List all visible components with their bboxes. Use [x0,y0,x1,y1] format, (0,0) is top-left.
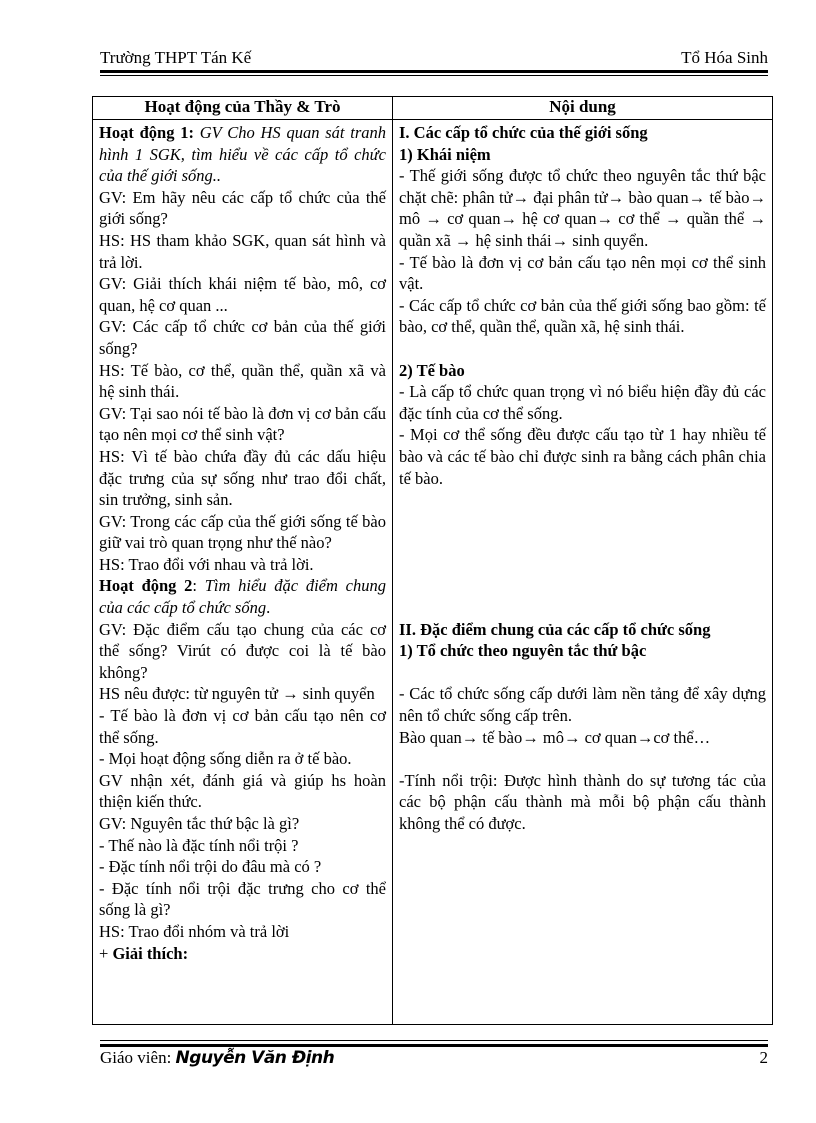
content-paragraph-text: - Mọi cơ thể sống đều được cấu tạo từ 1 hay nhiều tế bào và các tế bào chỉ được sinh ra bằng cách phân chia tế bào. [399,425,766,488]
content-paragraph-text: 2) Tế bào [399,360,465,380]
activity-paragraph [99,619,386,684]
content-paragraph [399,748,766,770]
activity-paragraph-text: GV: Em hãy nêu các cấp tổ chức của thế giới sống? [99,187,386,229]
content-paragraph-text: 1) Tổ chức theo nguyên tắc thứ bậc [399,641,647,661]
content-paragraph-text: 1) Khái niệm [399,144,491,164]
header-rule-thick [100,70,768,73]
teacher-label: Giáo viên: [100,1048,176,1067]
footer-rule-thin [100,1040,768,1041]
activity-paragraph-text: HS: Vì tế bào chứa đầy đủ các dấu hiệu đặc trưng của sự sống như trao đổi chất, sin trưởng, sinh sản. [99,446,386,510]
activity-paragraph-text: Tìm hiểu đặc điểm chung của các cấp tổ chức sống [99,576,386,618]
content-paragraph-text: - Là cấp tổ chức quan trọng vì nó biểu hiện đầy đủ các đặc tính của cơ thể sống. [399,382,766,423]
activity-paragraph-text: + [99,943,113,963]
activity-paragraph [99,446,386,511]
activity-paragraph-text: GV: Trong các cấp của thế giới sống tế bào giữ vai trò quan trọng như thế nào? [99,511,386,553]
activity-paragraph [99,360,386,403]
content-cell [393,120,773,1025]
content-paragraph [399,597,766,619]
content-paragraph [399,662,766,684]
school-name: Trường THPT Tán Kế [100,48,252,67]
content-paragraph [399,554,766,576]
content-paragraph-text: I. Các cấp tổ chức của thế giới sống [399,123,648,142]
activity-paragraph [99,403,386,446]
content-paragraph-text: II. Đặc điểm chung của các cấp tổ chức sống [399,619,711,639]
activity-paragraph [99,554,386,576]
lesson-table [92,96,773,1025]
content-paragraph [399,619,766,641]
activity-paragraph-text: GV: Nguyên tắc thứ bậc là gì? [99,814,300,833]
teacher-signature: Nguyễn Văn Định [175,1048,335,1068]
activity-paragraph-text: GV: Đặc điểm cấu tạo chung của các cơ thể sống? Virút có được coi là tế bào không? [99,619,386,682]
content-paragraph [399,727,766,749]
content-paragraph [399,144,766,166]
activity-paragraph [99,813,386,835]
activity-paragraph [99,316,386,359]
content-paragraph [399,640,766,662]
page-footer [100,1044,768,1072]
content-paragraph [399,575,766,597]
content-paragraph [399,252,766,295]
content-paragraph-text: -Tính nổi trội: Được hình thành do sự tương tác của các bộ phận cấu thành mà mỗi bộ phận cấu thành không thể có được. [399,770,766,833]
activity-paragraph [99,575,386,618]
activity-paragraph-text: HS: Trao đổi nhóm và trả lời [99,921,290,941]
activity-paragraph-text: HS: HS tham khảo SGK, quan sát hình và trả lời. [99,230,386,272]
content-paragraph [399,770,766,835]
column-header-content: Nội dung [393,97,773,120]
activity-paragraph-text: HS nêu được: từ nguyên tử → sinh quyển [99,684,375,704]
content-paragraph [399,489,766,511]
activity-paragraph [99,835,386,857]
activity-paragraph-text: GV: Các cấp tổ chức cơ bản của thế giới sống? [99,317,386,358]
activity-paragraph-text: - Đặc tính nổi trội đặc trưng cho cơ thể sống là gì? [99,878,386,920]
content-paragraph [399,122,766,144]
department-name: Tổ Hóa Sinh [681,48,768,67]
activity-paragraph-text: GV: Giải thích khái niệm tế bào, mô, cơ quan, hệ cơ quan ... [99,274,386,315]
activity-paragraph-text: GV: Tại sao nói tế bào là đơn vị cơ bản cấu tạo nên mọi cơ thể sinh vật? [99,403,386,445]
content-paragraph [399,381,766,424]
activity-paragraph [99,856,386,878]
content-paragraph [399,511,766,533]
activity-paragraph-text: - Đặc tính nổi trội do đâu mà có ? [99,857,322,877]
activity-paragraph-text: HS: Trao đổi với nhau và trả lời. [99,554,314,574]
activity-paragraph [99,511,386,554]
content-paragraph [399,295,766,338]
content-paragraph-text: - Thế giới sống được tổ chức theo nguyên tắc thứ bậc chặt chẽ: phân tử→ đại phân tử→ bào quan→ tế bào→ mô → cơ quan→ hệ cơ quan→ cơ thể → quần thể → quần xã → hệ sinh thái→ sinh quyển. [399,166,766,250]
content-paragraph [399,338,766,360]
content-paragraph [399,683,766,726]
content-paragraph [399,165,766,251]
header-rule-thin [100,75,768,76]
content-paragraph [399,360,766,382]
activity-paragraph-text: - Tế bào là đơn vị cơ bản cấu tạo nên cơ thể sống. [99,706,386,747]
activity-paragraph-text: : [192,576,205,596]
activity-paragraph-text: - Mọi hoạt động sống diễn ra ở tế bào. [99,749,352,769]
activity-paragraph [99,122,386,187]
activity-paragraph [99,705,386,748]
activity-paragraph-text: . [266,598,271,618]
teacher-line [100,1048,334,1068]
content-paragraph [399,532,766,554]
activity-paragraph [99,748,386,770]
activities-cell [93,120,393,1025]
activity-paragraph-text: HS: Tế bào, cơ thể, quần thể, quần xã và hệ sinh thái. [99,360,386,402]
activity-paragraph [99,770,386,813]
column-header-activities: Hoạt động của Thầy & Trò [93,97,393,120]
activity-paragraph [99,187,386,230]
content-paragraph-text: - Các cấp tổ chức cơ bản của thế giới sống bao gồm: tế bào, cơ thể, quần thể, quần xã, hệ sinh thái. [399,295,766,337]
activity-paragraph [99,683,386,705]
activity-paragraph-text: - Thế nào là đặc tính nổi trội ? [99,835,299,855]
activity-paragraph-text: Hoạt động 1: [99,123,194,142]
content-paragraph [399,424,766,489]
activity-paragraph-text: GV nhận xét, đánh giá và giúp hs hoàn thiện kiến thức. [99,770,386,812]
activity-paragraph [99,878,386,921]
activity-paragraph-text: Giải thích: [112,943,189,963]
page-header [100,48,768,70]
activity-paragraph-text: Hoạt động 2 [99,576,193,596]
page-number: 2 [759,1048,768,1067]
content-paragraph-text: Bào quan→ tế bào→ mô→ cơ quan→cơ thể… [399,727,711,747]
activity-paragraph-text: GV Cho HS quan sát tranh hình 1 SGK, tìm hiểu về các cấp tổ chức của thế giới sống.. [99,123,386,186]
activity-paragraph [99,943,386,965]
activity-paragraph [99,230,386,273]
activity-paragraph [99,921,386,943]
content-paragraph-text: - Tế bào là đơn vị cơ bản cấu tạo nên mọi cơ thể sinh vật. [399,252,766,294]
activity-paragraph [99,273,386,316]
content-paragraph-text: - Các tổ chức sống cấp dưới làm nền tảng để xây dựng nên tổ chức sống cấp trên. [399,684,766,726]
